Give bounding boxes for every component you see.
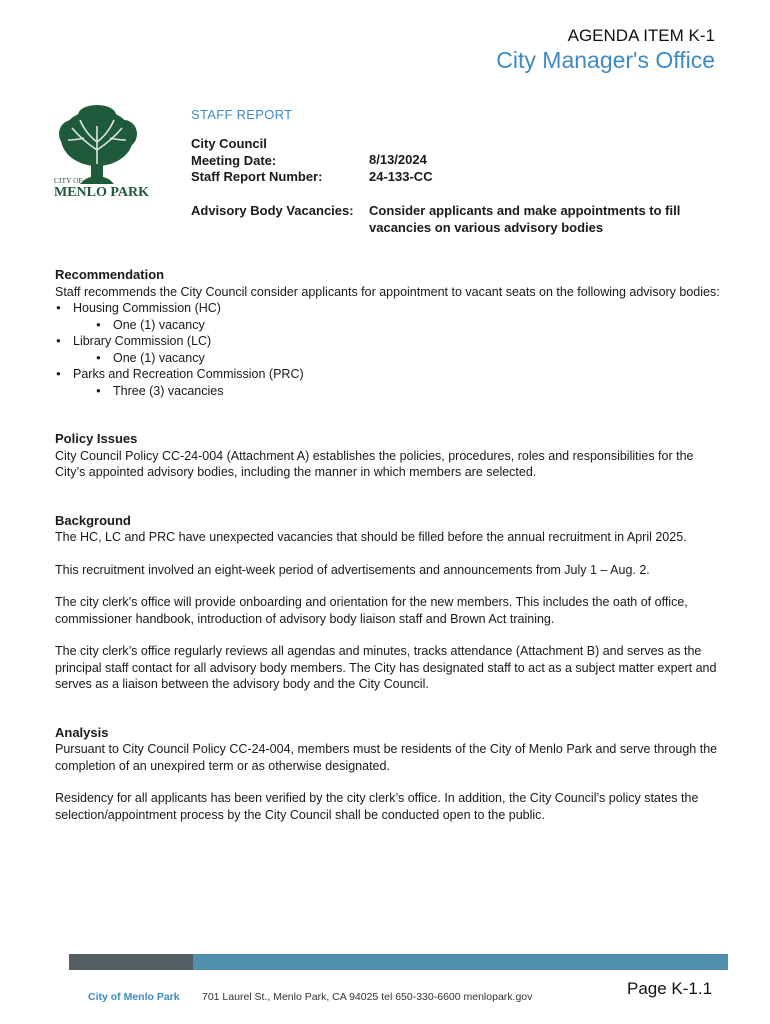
- policy-section: [55, 431, 720, 481]
- report-body: City Council: [191, 136, 267, 151]
- staff-report-label: STAFF REPORT: [191, 107, 293, 122]
- report-number-label: Staff Report Number:: [191, 169, 323, 184]
- vacancy-list: [55, 300, 720, 399]
- logo-city-of: CITY OF: [54, 176, 83, 185]
- commission-name: Parks and Recreation Commission (PRC): [73, 367, 304, 381]
- page-number: Page K-1.1: [627, 979, 713, 998]
- report-number-value: 24-133-CC: [369, 168, 433, 184]
- vacancy-count: ● Three (3) vacancies: [73, 383, 720, 400]
- oak-tree-icon: [54, 104, 150, 200]
- recommendation-intro: Staff recommends the City Council consider applicants for appointment to vacant seats on the following advisory bodies:: [55, 284, 720, 299]
- subject-label: Advisory Body Vacancies:: [191, 203, 354, 218]
- policy-text: City Council Policy CC-24-004 (Attachment A) establishes the policies, procedures, roles and responsibilities for the City’s appointed advisory bodies, including the manner in which members are selected.: [55, 448, 694, 479]
- background-paragraph: The HC, LC and PRC have unexpected vacancies that should be filled before the annual recruitment in April 2025.: [55, 530, 687, 544]
- meeting-date-value: 8/13/2024: [369, 152, 427, 167]
- report-meta-values: [369, 152, 433, 185]
- list-item: [55, 300, 720, 333]
- list-item: [55, 366, 720, 399]
- agenda-item-label: AGENDA ITEM K-1: [567, 26, 715, 45]
- policy-heading: Policy Issues: [55, 431, 138, 446]
- background-paragraph: This recruitment involved an eight-week period of advertisements and announcements from July 1 – Aug. 2.: [55, 562, 650, 577]
- meeting-date-label: Meeting Date:: [191, 152, 277, 168]
- background-section: [55, 513, 720, 693]
- footer-bar-blue: [193, 954, 728, 970]
- vacancy-count: ● One (1) vacancy: [73, 317, 720, 334]
- footer-bar-dark: [69, 954, 193, 970]
- analysis-heading: Analysis: [55, 724, 109, 740]
- footer-address: 701 Laurel St., Menlo Park, CA 94025 tel 650-330-6600 menlopark.gov: [202, 991, 533, 1003]
- office-name: City Manager's Office: [496, 47, 715, 73]
- recommendation-heading: Recommendation: [55, 267, 165, 282]
- analysis-section: [55, 725, 720, 824]
- background-paragraph: The city clerk’s office will provide onboarding and orientation for the new members. This includes the oath of office, commissioner handbook, introduction of advisory body liaison staff and Brown Act training.: [55, 595, 688, 626]
- recommendation-section: [55, 267, 720, 399]
- commission-name: Housing Commission (HC): [73, 301, 221, 315]
- background-paragraph: The city clerk’s office regularly reviews all agendas and minutes, tracks attendance (Attachment B) and serves as the principal staff contact for all advisory body members. The City has designated staff to act as a subject matter expert and serves as a liaison between the advisory body and the City Council.: [55, 644, 717, 691]
- analysis-paragraph: Residency for all applicants has been verified by the city clerk’s office. In addition, the City Council’s policy states the selection/appointment process by the City Council shall be conducted open to the public.: [55, 791, 699, 822]
- analysis-paragraph: Pursuant to City Council Policy CC-24-004, members must be residents of the City of Menlo Park and serve through the completion of an unexpired term or as otherwise designated.: [55, 742, 718, 773]
- background-heading: Background: [55, 512, 131, 528]
- logo-city-name: MENLO PARK: [54, 185, 150, 200]
- footer-city-name: City of Menlo Park: [88, 991, 180, 1003]
- report-meta-labels: [191, 136, 322, 186]
- commission-name: Library Commission (LC): [73, 334, 212, 348]
- city-logo: [54, 104, 150, 200]
- subject-text: Consider applicants and make appointments to fill vacancies on various advisory bodies: [369, 203, 681, 235]
- report-body-content: [55, 267, 720, 823]
- list-item: [55, 333, 720, 366]
- vacancy-count: ● One (1) vacancy: [73, 350, 720, 367]
